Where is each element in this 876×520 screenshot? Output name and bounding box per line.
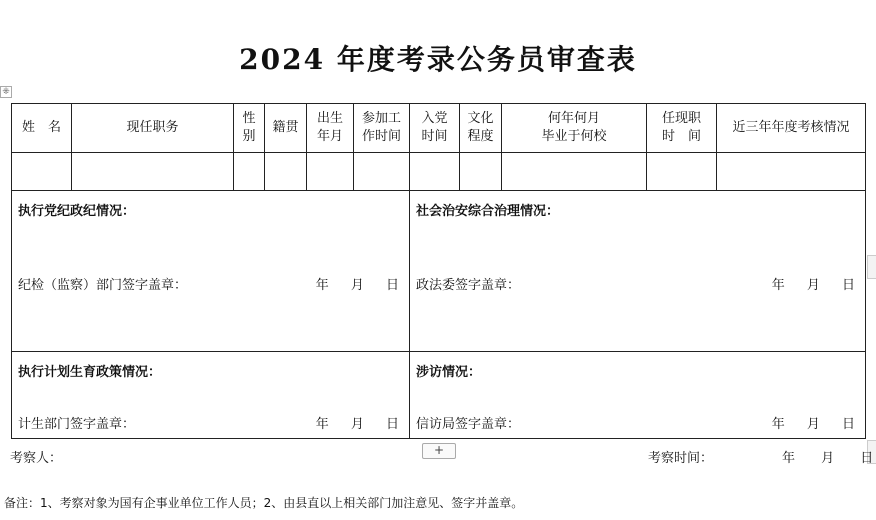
cell-position[interactable] (72, 153, 234, 191)
header-name: 姓 名 (12, 104, 72, 153)
review-table (11, 103, 866, 439)
inspector-label: 考察人： (10, 451, 63, 466)
cell-education[interactable] (460, 153, 502, 191)
petition-title: 涉访情况： (416, 365, 482, 380)
data-entry-row (12, 153, 866, 191)
petition-section[interactable] (410, 352, 866, 439)
cell-current-term[interactable] (647, 153, 717, 191)
cell-work-start[interactable] (354, 153, 410, 191)
discipline-sign-label: 纪检（监察）部门签字盖章： (18, 278, 188, 293)
family-planning-section[interactable] (12, 352, 410, 439)
cell-assessment[interactable] (717, 153, 866, 191)
cell-origin[interactable] (265, 153, 307, 191)
discipline-date: 年 月 日 (315, 278, 399, 293)
header-birth: 出生 年月 (307, 104, 354, 153)
page-title: 2024 年度考录公务员审查表 (239, 43, 637, 76)
discipline-section[interactable] (12, 191, 410, 352)
cell-party-join[interactable] (410, 153, 460, 191)
table-move-handle[interactable]: ⁜ (0, 86, 12, 98)
family-planning-title: 执行计划生育政策情况： (18, 365, 162, 380)
add-row-button[interactable]: + (422, 443, 456, 459)
inspection-time-label: 考察时间： (648, 451, 714, 466)
header-assessment: 近三年年度考核情况 (717, 104, 866, 153)
inspection-date: 年 月 日 (782, 451, 874, 466)
header-graduation: 何年何月 毕业于何校 (502, 104, 647, 153)
cell-gender[interactable] (234, 153, 265, 191)
cell-name[interactable] (12, 153, 72, 191)
header-current-term: 任现职 时 间 (647, 104, 717, 153)
cell-graduation[interactable] (502, 153, 647, 191)
cell-birth[interactable] (307, 153, 354, 191)
security-date: 年 月 日 (771, 278, 855, 293)
header-work-start: 参加工 作时间 (354, 104, 410, 153)
family-planning-date: 年 月 日 (315, 417, 399, 432)
security-title: 社会治安综合治理情况： (416, 204, 560, 219)
header-row (12, 104, 866, 153)
header-party-join: 入党 时间 (410, 104, 460, 153)
petition-sign-label: 信访局签字盖章： (416, 417, 521, 432)
header-education: 文化 程度 (460, 104, 502, 153)
security-sign-label: 政法委签字盖章： (416, 278, 521, 293)
petition-date: 年 月 日 (771, 417, 855, 432)
header-position: 现任职务 (72, 104, 234, 153)
security-section[interactable] (410, 191, 866, 352)
footnote: 备注：1、考察对象为国有企事业单位工作人员；2、由县直以上相关部门加注意见、签字并盖章。 (4, 496, 524, 510)
family-planning-sign-label: 计生部门签字盖章： (18, 417, 136, 432)
discipline-title: 执行党纪政纪情况： (18, 204, 136, 219)
header-gender: 性 别 (234, 104, 265, 153)
header-origin: 籍贯 (265, 104, 307, 153)
scroll-marker-top[interactable] (867, 255, 876, 279)
